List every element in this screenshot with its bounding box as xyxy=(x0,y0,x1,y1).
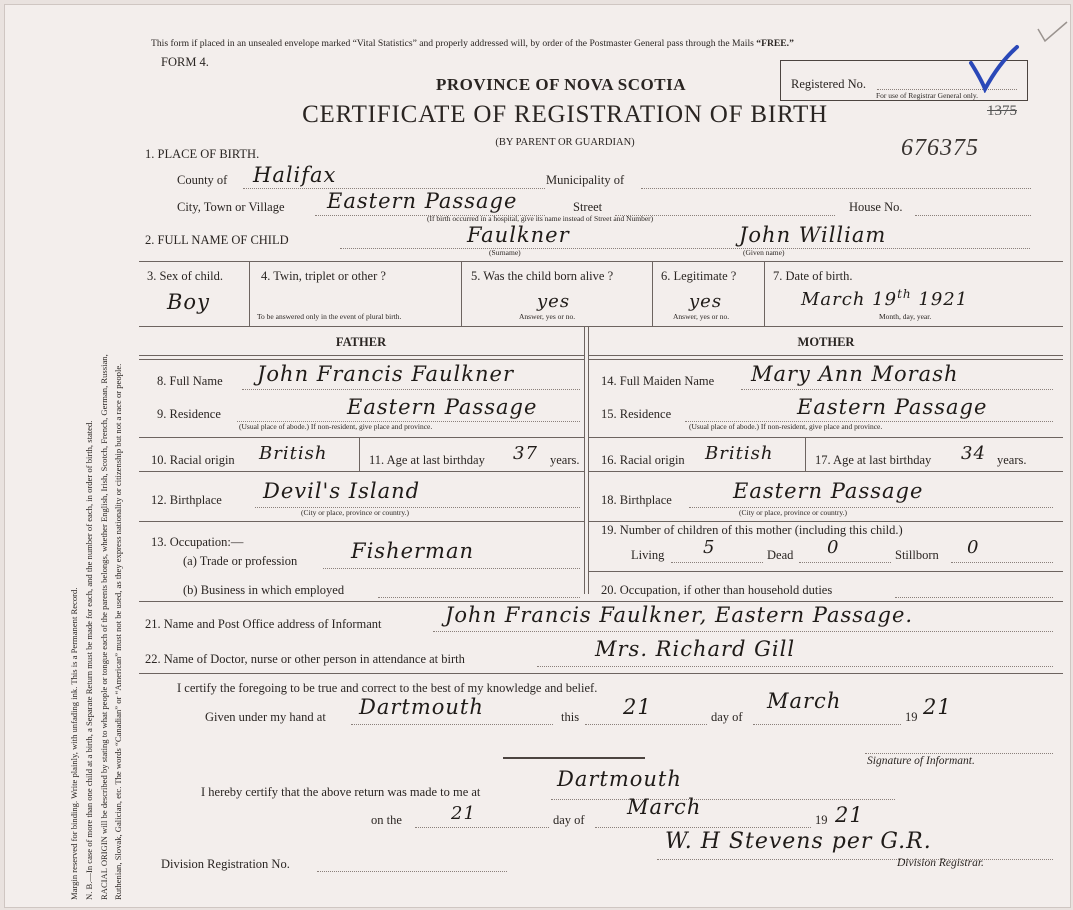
dead-label: Dead xyxy=(767,548,794,562)
registered-no-label: Registered No. xyxy=(791,77,866,91)
stillborn-value: 0 xyxy=(967,537,980,558)
mother-age-label: 17. Age at last birthday xyxy=(815,453,932,467)
doctor-label: 22. Name of Doctor, nurse or other person in attendance at birth xyxy=(145,652,465,666)
informant-value: John Francis Faulkner, Eastern Passage. xyxy=(445,603,914,627)
informant-signature-caption: Signature of Informant. xyxy=(867,755,975,767)
mother-name-value: Mary Ann Morash xyxy=(751,362,959,386)
informant-label: 21. Name and Post Office address of Informant xyxy=(145,617,382,631)
legitimate-label: 6. Legitimate ? xyxy=(661,269,737,283)
living-label: Living xyxy=(631,548,665,562)
cert-given-label: Given under my hand at xyxy=(205,710,326,724)
margin-note-binding: Margin reserved for binding. Write plainly, with unfading ink. This is a Permanent Record. xyxy=(69,587,79,900)
surname-caption: (Surname) xyxy=(489,248,521,257)
father-race-label: 10. Racial origin xyxy=(151,453,235,467)
registrar-day: 21 xyxy=(451,803,476,824)
hospital-note: (If birth occurred in a hospital, give its name instead of Street and Number) xyxy=(427,214,654,223)
child-name-label: 2. FULL NAME OF CHILD xyxy=(145,233,289,247)
business-label: (b) Business in which employed xyxy=(183,583,345,597)
sex-label: 3. Sex of child. xyxy=(147,269,224,283)
father-birthplace-value: Devil's Island xyxy=(263,479,421,503)
alive-caption: Answer, yes or no. xyxy=(519,312,576,321)
cert-place: Dartmouth xyxy=(359,695,484,719)
province-heading: PROVINCE OF NOVA SCOTIA xyxy=(435,75,686,94)
certificate-subtitle: (BY PARENT OR GUARDIAN) xyxy=(495,137,635,148)
cert-day: 21 xyxy=(623,695,652,719)
cert-year: 21 xyxy=(923,695,952,719)
dob-month-day: March 19 xyxy=(801,289,898,310)
registrar-note: For use of Registrar General only. xyxy=(876,91,978,100)
dob-year: 1921 xyxy=(918,289,969,310)
cert-day-of-label: day of xyxy=(711,710,743,724)
child-surname: Faulkner xyxy=(467,223,570,247)
father-residence-label: 9. Residence xyxy=(157,407,221,421)
on-the-label: on the xyxy=(371,813,402,827)
mother-residence-note: (Usual place of abode.) If non-resident, give place and province. xyxy=(689,422,883,431)
mother-occupation-label: 20. Occupation, if other than household duties xyxy=(601,583,833,597)
registrar-year: 21 xyxy=(835,803,864,827)
child-given-name: John William xyxy=(739,223,887,247)
dob-caption: Month, day, year. xyxy=(879,312,932,321)
certificate-paper xyxy=(4,4,1071,908)
father-residence-value: Eastern Passage xyxy=(347,395,538,419)
stillborn-label: Stillborn xyxy=(895,548,939,562)
mother-name-label: 14. Full Maiden Name xyxy=(601,374,715,388)
father-years-label: years. xyxy=(550,453,580,467)
pencil-check-icon xyxy=(1035,19,1071,49)
father-age-value: 37 xyxy=(513,443,538,464)
sex-value: Boy xyxy=(167,290,210,314)
alive-label: 5. Was the child born alive ? xyxy=(471,269,614,283)
father-age-label: 11. Age at last birthday xyxy=(369,453,485,467)
form-number: FORM 4. xyxy=(161,55,209,69)
division-registrar-caption: Division Registrar. xyxy=(897,857,984,869)
margin-note-racial-origin: RACIAL ORIGIN will be described by stating to what people or tongue each of the parents belongs, whether English, Irish, Scotch, French, German, Russian, xyxy=(99,354,109,900)
registration-number: 676375 xyxy=(901,135,979,161)
given-name-caption: (Given name) xyxy=(743,248,785,257)
struck-number: 1375 xyxy=(987,103,1017,119)
mother-birthplace-value: Eastern Passage xyxy=(733,479,924,503)
cert-statement: I certify the foregoing to be true and correct to the best of my knowledge and belief. xyxy=(177,681,598,695)
registrar-month: March xyxy=(627,795,702,819)
certificate-title: CERTIFICATE OF REGISTRATION OF BIRTH xyxy=(302,101,828,128)
trade-value: Fisherman xyxy=(351,539,475,563)
margin-note-multiple-birth: N. B.—In case of more than one child at a birth, a Separate Return must be made for each, and the number of each, in order of birth, stated. xyxy=(84,420,94,900)
mother-race-value: British xyxy=(705,443,774,464)
mother-residence-value: Eastern Passage xyxy=(797,395,988,419)
division-registration-label: Division Registration No. xyxy=(161,857,290,871)
children-count-label: 19. Number of children of this mother (including this child.) xyxy=(601,523,903,537)
doctor-value: Mrs. Richard Gill xyxy=(595,637,796,661)
street-label: Street xyxy=(573,200,603,214)
margin-note-racial-origin-2: Ruthenian, Slovak, Galician, etc. The words “Canadian” or “American” must not be used, as they express nationality or citizenship but not a race or people. xyxy=(113,363,123,900)
mother-birthplace-label: 18. Birthplace xyxy=(601,493,672,507)
house-no-label: House No. xyxy=(849,200,903,214)
dob-suffix: th xyxy=(897,287,912,301)
mother-years-label: years. xyxy=(997,453,1027,467)
registrar-place: Dartmouth xyxy=(557,767,682,791)
father-birthplace-label: 12. Birthplace xyxy=(151,493,222,507)
living-value: 5 xyxy=(703,537,716,558)
mother-heading: MOTHER xyxy=(797,335,855,349)
trade-label: (a) Trade or profession xyxy=(183,554,298,568)
father-race-value: British xyxy=(259,443,328,464)
father-birthplace-note: (City or place, province or country.) xyxy=(301,508,410,517)
alive-value: yes xyxy=(537,291,571,312)
dead-value: 0 xyxy=(827,537,840,558)
registrar-day-of-label: day of xyxy=(553,813,585,827)
cert-month: March xyxy=(767,689,842,713)
twin-note: To be answered only in the event of plural birth. xyxy=(257,312,402,321)
municipality-label: Municipality of xyxy=(546,173,625,187)
father-name-label: 8. Full Name xyxy=(157,374,223,388)
city-label: City, Town or Village xyxy=(177,200,285,214)
dob-label: 7. Date of birth. xyxy=(773,269,853,283)
registrar-year-prefix: 19 xyxy=(815,813,828,827)
mother-residence-label: 15. Residence xyxy=(601,407,672,421)
father-heading: FATHER xyxy=(335,335,387,349)
mother-age-value: 34 xyxy=(961,443,986,464)
mother-race-label: 16. Racial origin xyxy=(601,453,685,467)
checkmark-icon xyxy=(965,41,1025,93)
registrar-cert-line: I hereby certify that the above return was made to me at xyxy=(201,785,481,799)
registrar-signature: W. H Stevens per G.R. xyxy=(665,829,932,854)
dob-value xyxy=(801,287,968,310)
mail-notice: This form if placed in an unsealed envelope marked “Vital Statistics” and properly addressed will, by order of the Postmaster General pass through the Mails “FREE.” xyxy=(151,38,794,49)
legitimate-value: yes xyxy=(689,291,723,312)
twin-label: 4. Twin, triplet or other ? xyxy=(261,269,386,283)
place-of-birth-heading: 1. PLACE OF BIRTH. xyxy=(145,147,260,161)
cert-year-prefix: 19 xyxy=(905,710,918,724)
mother-birthplace-note: (City or place, province or country.) xyxy=(739,508,848,517)
father-occupation-label: 13. Occupation:— xyxy=(151,535,244,549)
father-name-value: John Francis Faulkner xyxy=(257,362,514,386)
legitimate-caption: Answer, yes or no. xyxy=(673,312,730,321)
father-residence-note: (Usual place of abode.) If non-resident, give place and province. xyxy=(239,422,433,431)
county-label: County of xyxy=(177,173,228,187)
city-value: Eastern Passage xyxy=(327,189,518,213)
cert-this-label: this xyxy=(561,710,580,724)
county-value: Halifax xyxy=(253,163,337,187)
